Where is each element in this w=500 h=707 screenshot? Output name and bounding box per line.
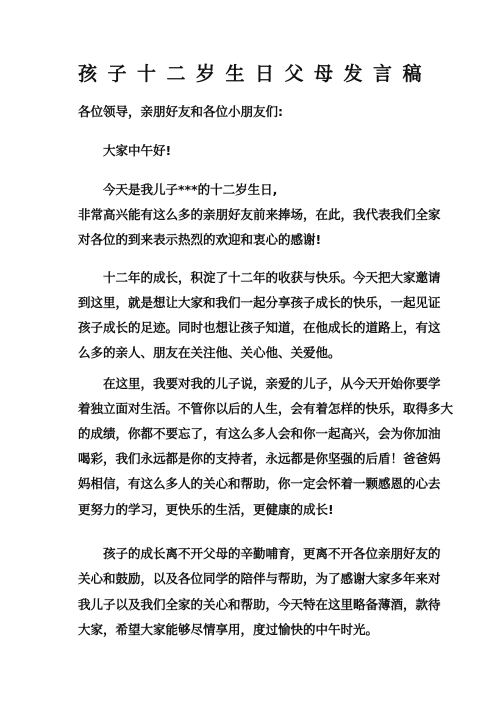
paragraph-4-line-3: 我儿子以及我们全家的关心和帮助，今天特在这里略备薄酒，款待 <box>78 597 441 612</box>
paragraph-1-line-2: 非常高兴能有这么多的亲朋好友前来捧场，在此，我代表我们全家 <box>78 207 441 222</box>
paragraph-4-line-2: 关心和鼓励，以及各位同学的陪伴与帮助，为了感谢大家多年来对 <box>78 571 441 586</box>
greeting: 大家中午好! <box>103 143 172 158</box>
paragraph-3-line-6: 更努力的学习，更快乐的生活，更健康的成长! <box>78 502 334 517</box>
paragraph-2-line-3: 孩子成长的足迹。同时也想让孩子知道，在他成长的道路上，有这 <box>78 320 441 335</box>
paragraph-2-line-1: 十二年的成长，积淀了十二年的收获与快乐。今天把大家邀请 <box>103 270 441 285</box>
paragraph-3-line-5: 妈相信，有这么多人的关心和帮助，你一定会怀着一颗感恩的心去 <box>78 476 441 491</box>
paragraph-4-line-1: 孩子的成长离不开父母的辛勤哺育，更离不开各位亲朋好友的 <box>103 546 441 561</box>
paragraph-4-line-4: 大家，希望大家能够尽情享用，度过愉快的中午时光。 <box>78 622 379 637</box>
paragraph-3-line-3: 的成绩，你都不要忘了，有这么多人会和你一起高兴，会为你加油 <box>78 426 441 441</box>
paragraph-3-line-2: 着独立面对生活。不管你以后的人生，会有着怎样的快乐，取得多大 <box>78 401 454 416</box>
paragraph-2-line-4: 么多的亲人、朋友在关注他、关心他、关爱他。 <box>78 345 341 360</box>
salutation: 各位领导，亲朋好友和各位小朋友们: <box>78 104 283 119</box>
paragraph-3-line-4: 喝彩，我们永远都是你的支持者，永远都是你坚强的后盾！爸爸妈 <box>78 451 441 466</box>
paragraph-1-line-1: 今天是我儿子***的十二岁生日, <box>103 182 278 197</box>
paragraph-3-line-1: 在这里，我要对我的儿子说，亲爱的儿子，从今天开始你要学 <box>103 376 441 391</box>
document-title: 孩子十二岁生日父母发言稿 <box>78 63 433 85</box>
paragraph-1-line-3: 对各位的到来表示热烈的欢迎和衷心的感谢! <box>78 232 322 247</box>
paragraph-2-line-2: 到这里，就是想让大家和我们一起分享孩子成长的快乐，一起见证 <box>78 295 441 310</box>
